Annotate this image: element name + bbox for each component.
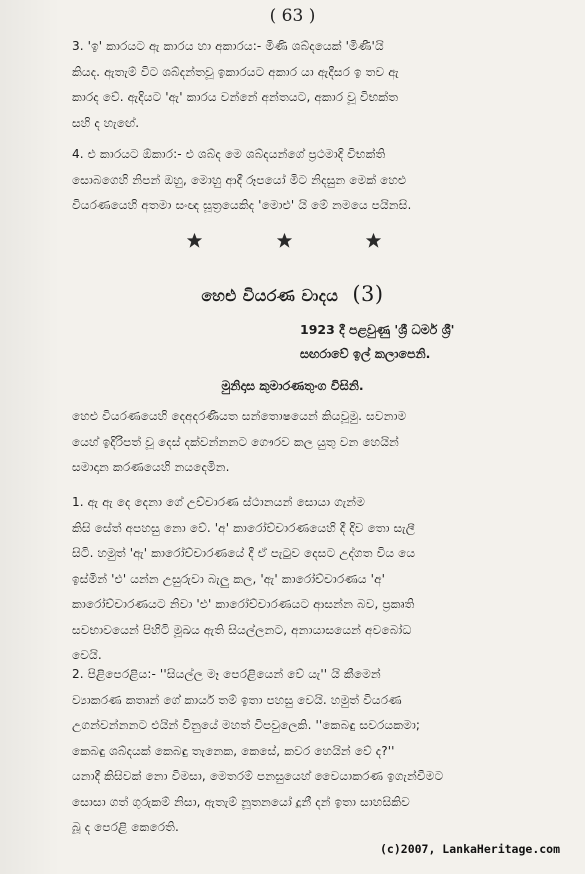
paragraph-4: 4. එ කාරයට ඕකාර:- එ ශබ්ද මෙ ශබ්දයන්ගේ ප්‍රථමාදි විභක්ති සොබගෙහි නිපන් ඔහු, මොහු ආදී රූපයෝ මිට නිදසුන මෙක් හෙළු වියරණයෙහි අතමා සංඥ සූත්‍රයෙකිද 'මොළු' යි මේ නමයෙ පයිනසි. xyxy=(72,147,412,212)
paragraph-1: 1. ඇ ඇ දෙ දෙනා ගේ උච්චාරණ ස්ථානයන් සොයා ගැන්ම කිසි සේත් අපහසු නො වේ. 'අ' කාරෝච්චාරණයෙහි දී දිව තො සැලී සිටි. හමුත් 'ඇ' කාරෝච්චාරණයේ දී ඒ පැටුව දෙසට උද්ගත විය යෙ ඉස්මින් 'එ' යන්න උසුරුවා බැලු කල, 'ඇ' කාරෝච්චාරණය 'අ' කාරෝච්චාරණයට නිවා 'එ' කාරෝච්චාරණයට ආසන්න බව, ප්‍රකෘති සවභාවයෙන් පිහිටි මූඛය ඇති සියල්ලනට, අනායාසයෙන් අවබෝධ වෙයි. xyxy=(72,495,416,662)
byline-line-2: සඟරාවේ ඉල් කලාපෙනි. xyxy=(300,346,431,361)
heading-title: හෙළු වියරණ වාදය xyxy=(201,286,339,305)
star-icon xyxy=(276,232,293,249)
paragraph-2: 2. පිළිපෙරළිය:- ''සියල්ල මෑ පෙරළියෙන් වේ යැ'' යි කීමෙන් ව්‍යාකරණ කතෘන් ගේ කාර්ය තම් ඉතා පහසු වෙයි. හමුත් වියරණ උගන්වන්නනට එයින් විනුයේ මහත් විපවුලෙකි. ''කෙබඳු සවරයකමා; කෙබඳු ශබ්දයක් කෙබඳු තැනෙක, කෙසේ, කවර හෙයින් වේ ද?'' යනාදී කිසිවක් නො විමසා, මෙතරම් පනසුයෙහ් වෛයාකරණ ඉගැන්වීමට සොසා ගත් ගුරුකම් නිසා, ඇතැම් නූතනයෝ දූනී දන් ඉතා සාහසිකිව බූ ද පෙරළි කෙරෙති. xyxy=(72,667,444,834)
section-divider xyxy=(186,232,382,249)
page-number: ( 63 ) xyxy=(269,6,316,26)
copyright-notice: (c)2007, LankaHeritage.com xyxy=(380,842,561,856)
paragraph-3: 3. 'ඉ' කාරයට ඇ කාරය හා අකාරය:- මිණි ශබ්දයෙක් 'මිණී'යි කියද. ඇතැම් විට ශබ්දන්තවූ ඉකාරයට අකාර යා ඇදීසර ඉ තව ඇ කාරද වේ. ඇදියට 'ඇ' කාරය වන්නේ අන්තයට, අකාර වූ විභක්ත සහි ද හැඟේ. xyxy=(72,39,399,130)
scan-edge-shadow xyxy=(0,0,60,874)
star-icon xyxy=(186,232,203,249)
paragraph-intro: හෙළු වියරණයෙහි දෙඅදරණීයත සන්තොෂයෙන් කියවූමු. සවනාම යෙහ් ඉදිරිපත් වූ දෙස් දක්වන්නනට ගෞරව කල යුතු වන හෙයින් සමාදාන කරණයෙහි නයදෙමින. xyxy=(72,409,407,474)
byline-line-1: 1923 දී පළවුණු 'ශ්‍රී ධර්ම ශ්‍රී' xyxy=(300,322,455,337)
heading-number: (3) xyxy=(352,282,384,306)
star-icon xyxy=(365,232,382,249)
article-heading xyxy=(0,282,585,306)
author-line: මුනිදාස කුමාරණතුංග විසිනි. xyxy=(221,378,364,393)
